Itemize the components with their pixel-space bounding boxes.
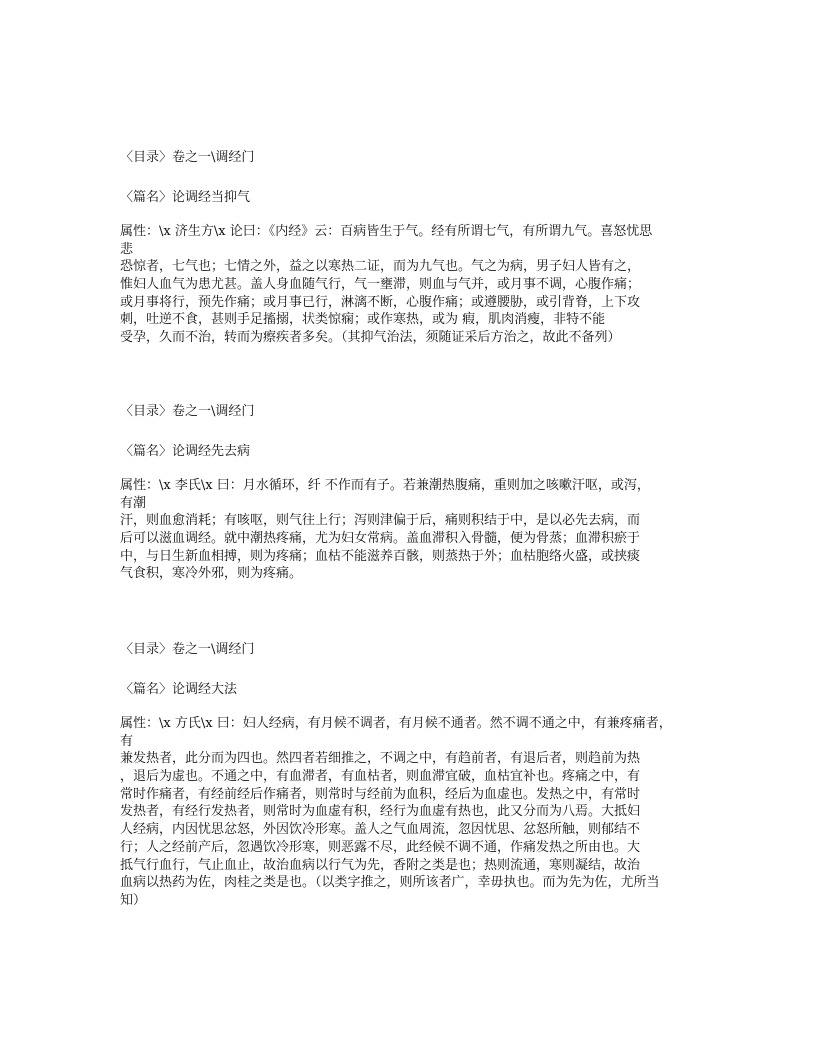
- section-body: [120, 477, 650, 583]
- catalog-heading: 〈目录〉卷之一\调经门: [120, 642, 255, 657]
- chapter-title: 〈篇名〉论调经当抑气: [120, 190, 251, 205]
- text-line: 气食积，寒冷外邪，则为疼痛。: [120, 566, 303, 582]
- text-line: 属性：\x 李氏\x 曰：月水循环，纤 不作而有子。若兼潮热腹痛，重则加之咳嗽汗呕，或泻，: [120, 478, 650, 493]
- text-line: 或月事将行，预先作痛；或月事已行，淋漓不断，心腹作痛；或遵腰胁，或引背脊，上下攻: [120, 294, 641, 310]
- text-line: 悲: [120, 241, 134, 257]
- chapter-title: 〈篇名〉论调经先去病: [120, 444, 251, 459]
- catalog-heading: 〈目录〉卷之一\调经门: [120, 404, 255, 419]
- text-line: 中，与日生新血相搏，则为疼痛；血枯不能滋养百骸，则蒸热于外；血枯胞络火盛，或挟痰: [120, 548, 641, 564]
- section-body: [120, 715, 672, 910]
- text-line: 受孕，久而不治，转而为瘵疾者多矣。（其抑气治法，须随证采后方治之，故此不备列）: [120, 330, 621, 346]
- catalog-heading: 〈目录〉卷之一\调经门: [120, 150, 255, 165]
- text-line: 行；人之经前产后，忽遇饮冷形寒，则恶露不尽，此经候不调不通，作痛发热之所由也。大: [120, 839, 641, 855]
- text-line: 刺，吐逆不食，甚则手足搐搦，状类惊痫；或作寒热，或为 瘕，肌肉消瘦，非特不能: [120, 312, 606, 328]
- text-line: 抵气行血行，气止血止，故治血病以行气为先，香附之类是也；热则流通，寒则凝结，故治: [120, 857, 641, 873]
- text-line: 属性：\x 方氏\x 曰：妇人经病，有月候不调者，有月候不通者。然不调不通之中，有兼疼痛者，: [120, 716, 672, 731]
- text-line: ，退后为虚也。不通之中，有血滞者，有血枯者，则血滞宜破，血枯宜补也。疼痛之中，有: [120, 769, 641, 785]
- text-line: 人经病，内因忧思忿怒，外因饮冷形寒。盖人之气血周流，忽因忧思、忿怒所触，则郁结不: [120, 822, 641, 838]
- text-line: 汗，则血愈消耗；有咳呕，则气往上行；泻则津偏于后，痛则积结于中，是以必先去病，而: [120, 513, 641, 529]
- text-line: 发热者，有经行发热者，则常时为血虚有积，经行为血虚有热也，此又分而为八焉。大抵妇: [120, 804, 641, 820]
- chapter-title: 〈篇名〉论调经大法: [120, 682, 238, 697]
- text-line: 惟妇人血气为患尤甚。盖人身血随气行，气一壅滞，则血与气并，或月事不调，心腹作痛；: [120, 277, 641, 293]
- text-line: 有潮: [120, 495, 147, 511]
- text-line: 有: [120, 733, 134, 749]
- text-line: 血病以热药为佐，肉桂之类是也。（以类字推之，则所该者广，幸毋执也。而为先为佐，尤所当: [120, 875, 660, 891]
- section-body: [120, 223, 652, 347]
- text-line: 后可以滋血调经。就中潮热疼痛，尤为妇女常病。盖血滞积入骨髓，便为骨蒸；血滞积瘀于: [120, 531, 641, 547]
- text-line: 恐惊者，七气也；七情之外，益之以寒热二证，而为九气也。气之为病，男子妇人皆有之，: [120, 259, 641, 275]
- text-line: 属性：\x 济生方\x 论曰：《内经》云：百病皆生于气。经有所谓七气，有所谓九气。喜怒忧思: [120, 224, 653, 239]
- text-line: 兼发热者，此分而为四也。然四者若细推之，不调之中，有趋前者，有退后者，则趋前为热: [120, 751, 641, 767]
- text-line: 常时作痛者，有经前经后作痛者，则常时与经前为血积，经后为血虚也。发热之中，有常时: [120, 786, 641, 802]
- text-line: 知）: [120, 892, 147, 908]
